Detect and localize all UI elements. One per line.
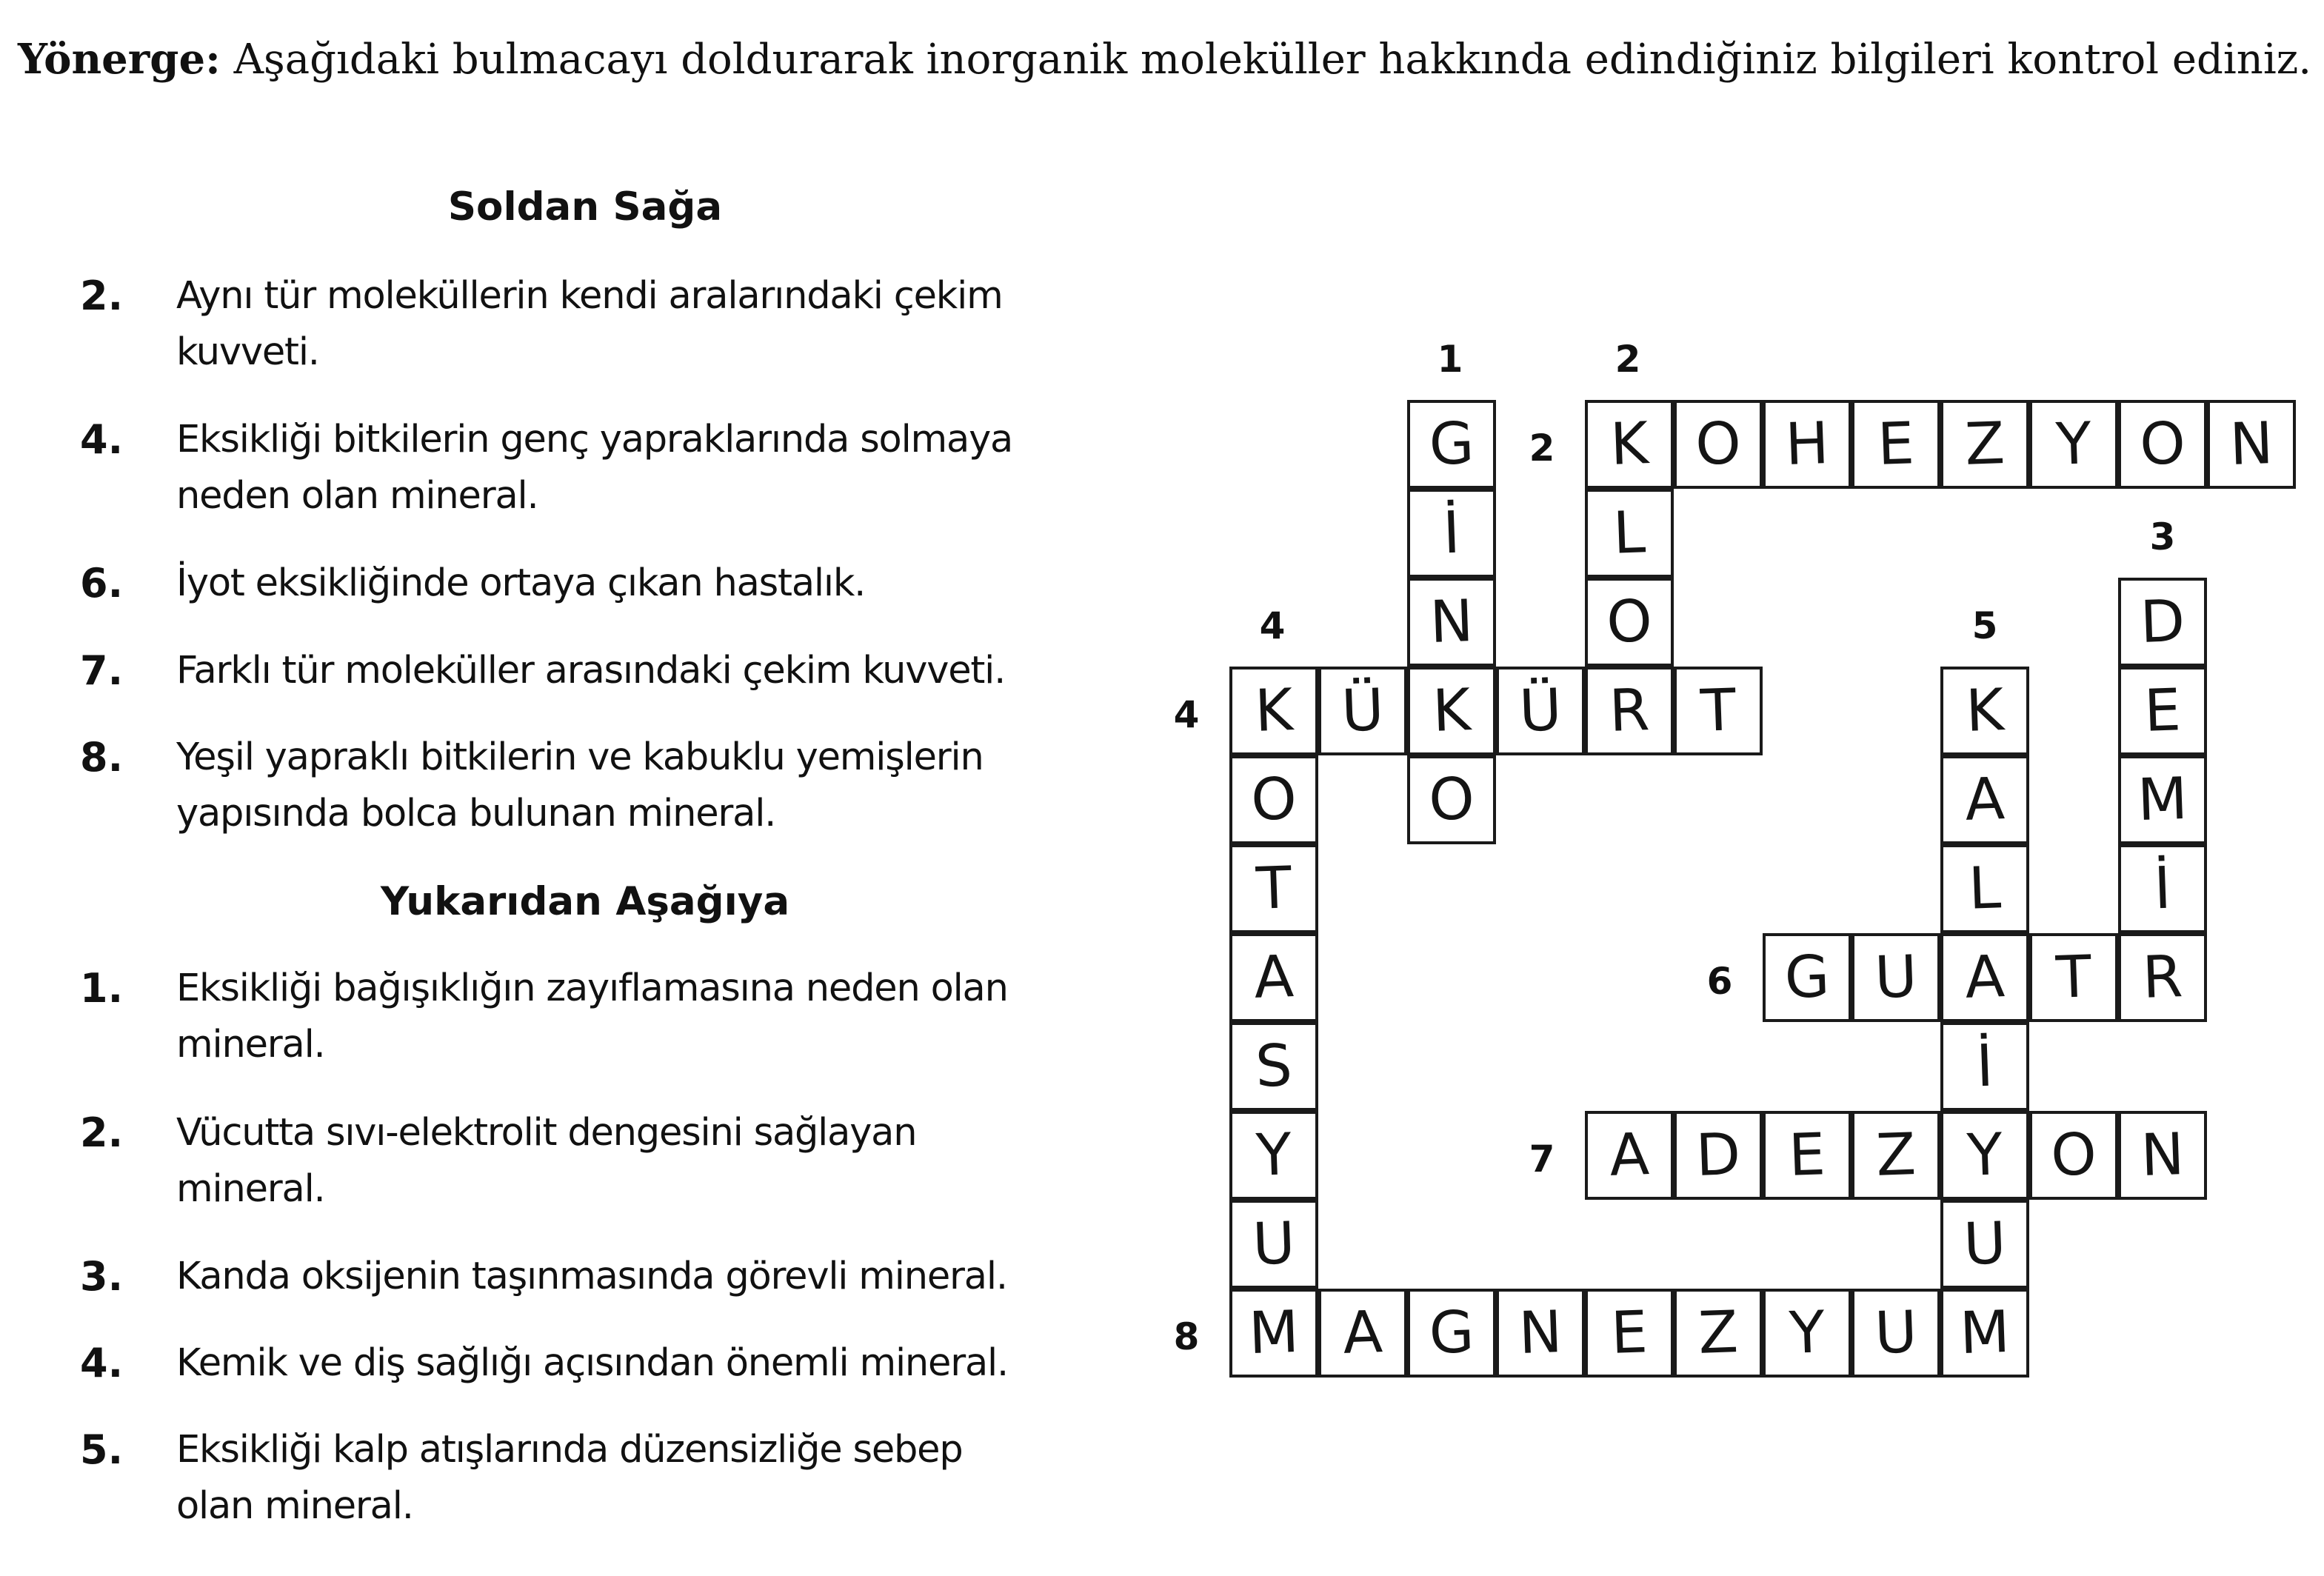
cell-letter: K <box>1431 677 1472 745</box>
grid-cell[interactable] <box>1763 1289 1851 1378</box>
cell-letter: Z <box>1874 1121 1917 1189</box>
clue-text: İyot eksikliğinde ortaya çıkan hastalık. <box>176 561 866 605</box>
cell-letter: O <box>1694 410 1743 479</box>
grid-cell[interactable] <box>1940 1111 2029 1200</box>
clue-text: Kemik ve diş sağlığı açısından önemli mineral. <box>176 1341 1009 1385</box>
clue-number: 2. <box>80 1109 124 1156</box>
grid-cell[interactable] <box>1851 1111 1940 1200</box>
grid-cell[interactable] <box>1407 578 1496 667</box>
cell-letter: Y <box>2054 410 2093 478</box>
grid-cell[interactable] <box>1940 755 2029 844</box>
cell-letter: U <box>1873 944 1919 1012</box>
clue-number: 6. <box>80 560 124 607</box>
grid-cell[interactable] <box>1763 1111 1851 1200</box>
cell-letter: A <box>1963 766 2006 834</box>
grid-cell[interactable] <box>1585 1111 1674 1200</box>
grid-cell[interactable] <box>1407 489 1496 578</box>
grid-label-4-across: 4 <box>1173 693 1200 736</box>
cell-letter: M <box>1958 1298 2011 1368</box>
grid-label-2-down: 2 <box>1615 338 1641 381</box>
clue-number: 8. <box>80 734 124 781</box>
grid-cell[interactable] <box>1851 400 1940 489</box>
cell-letter: G <box>1783 943 1831 1012</box>
clue-text: Aynı tür moleküllerin kendi aralarındaki çekim kuvveti. <box>176 274 1003 374</box>
grid-cell[interactable] <box>2118 933 2207 1022</box>
cell-letter: K <box>1253 677 1295 745</box>
grid-cell[interactable] <box>1229 1200 1318 1289</box>
grid-cell[interactable] <box>1940 400 2029 489</box>
cell-letter: E <box>1876 410 1916 478</box>
grid-cell[interactable] <box>2029 933 2118 1022</box>
clue-number: 3. <box>80 1253 124 1300</box>
clue-number: 1. <box>80 965 124 1012</box>
grid-cell[interactable] <box>2118 844 2207 933</box>
grid-cell[interactable] <box>1674 400 1763 489</box>
cell-letter: T <box>1255 855 1293 923</box>
clue-text: Kanda oksijenin taşınmasında görevli mineral. <box>176 1255 1007 1298</box>
cell-letter: U <box>1962 1210 2008 1278</box>
grid-cell[interactable] <box>1496 667 1585 755</box>
clue-text: Eksikliği kalp atışlarında düzensizliğe sebep olan mineral. <box>176 1428 963 1528</box>
grid-cell[interactable] <box>1851 933 1940 1022</box>
grid-cell[interactable] <box>2118 755 2207 844</box>
cell-letter: Ü <box>1340 677 1386 745</box>
grid-cell[interactable] <box>1940 1022 2029 1111</box>
clue-text: Yeşil yapraklı bitkilerin ve kabuklu yemişlerin yapısında bolca bulunan mineral. <box>176 735 984 835</box>
cell-letter: U <box>1251 1210 1297 1278</box>
grid-label-8: 8 <box>1173 1315 1200 1358</box>
grid-cell[interactable] <box>1940 667 2029 755</box>
grid-cell[interactable] <box>1229 667 1318 755</box>
cell-letter: N <box>1517 1299 1563 1367</box>
grid-cell[interactable] <box>1674 667 1763 755</box>
cell-letter: A <box>1963 944 2006 1012</box>
grid-cell[interactable] <box>1229 1289 1318 1378</box>
cell-letter: T <box>1699 677 1737 745</box>
grid-cell[interactable] <box>2207 400 2296 489</box>
grid-cell[interactable] <box>1229 755 1318 844</box>
cell-letter: L <box>1967 855 2003 923</box>
clue-text: Farklı tür moleküller arasındaki çekim kuvveti. <box>176 649 1006 692</box>
grid-cell[interactable] <box>1407 667 1496 755</box>
grid-cell[interactable] <box>1585 400 1674 489</box>
grid-cell[interactable] <box>1763 933 1851 1022</box>
grid-cell[interactable] <box>1318 667 1407 755</box>
cell-letter: S <box>1254 1032 1294 1101</box>
grid-label-1: 1 <box>1437 338 1463 381</box>
cell-letter: O <box>2049 1121 2098 1190</box>
cell-letter: N <box>2228 410 2274 478</box>
cell-letter: T <box>2054 944 2093 1012</box>
cell-letter: O <box>2138 410 2187 479</box>
grid-cell[interactable] <box>1407 1289 1496 1378</box>
grid-cell[interactable] <box>2118 1111 2207 1200</box>
grid-cell[interactable] <box>1229 1111 1318 1200</box>
grid-cell[interactable] <box>1585 667 1674 755</box>
grid-cell[interactable] <box>1851 1289 1940 1378</box>
cell-letter: O <box>1605 587 1654 657</box>
grid-cell[interactable] <box>1585 578 1674 667</box>
cell-letter: K <box>1964 677 2006 745</box>
grid-cell[interactable] <box>1674 1111 1763 1200</box>
cell-letter: K <box>1609 410 1650 478</box>
cell-letter: U <box>1873 1299 1919 1367</box>
cell-letter: A <box>1341 1299 1384 1367</box>
clue-text: Vücutta sıvı-elektrolit dengesini sağlayan mineral. <box>176 1111 917 1211</box>
grid-label-7: 7 <box>1529 1138 1555 1181</box>
clue-number: 5. <box>80 1426 124 1473</box>
grid-cell[interactable] <box>1585 489 1674 578</box>
instruction-text: Aşağıdaki bulmacayı doldurarak inorganik moleküller hakkında edindiğiniz bilgileri kontrol ediniz. <box>233 36 2312 84</box>
grid-cell[interactable] <box>1496 1289 1585 1378</box>
across-heading: Soldan Sağa <box>447 184 723 230</box>
clue-number: 4. <box>80 416 124 463</box>
down-heading: Yukarıdan Aşağıya <box>380 879 790 924</box>
grid-cell[interactable] <box>1407 755 1496 844</box>
grid-cell[interactable] <box>1229 844 1318 933</box>
grid-cell[interactable] <box>1229 933 1318 1022</box>
grid-cell[interactable] <box>1585 1289 1674 1378</box>
grid-cell[interactable] <box>1940 933 2029 1022</box>
cell-letter: Z <box>1697 1299 1740 1367</box>
grid-cell[interactable] <box>2029 1111 2118 1200</box>
grid-label-5: 5 <box>1971 604 1998 647</box>
cell-letter: L <box>1612 499 1647 567</box>
grid-cell[interactable] <box>1940 1289 2029 1378</box>
cell-letter: H <box>1784 410 1830 478</box>
cell-letter: R <box>2141 944 2184 1012</box>
grid-label-2-across: 2 <box>1529 427 1555 470</box>
clue-number: 2. <box>80 273 124 319</box>
cell-letter: Y <box>1255 1121 1293 1189</box>
cell-letter: Y <box>1966 1121 2004 1189</box>
clue-number: 4. <box>80 1340 124 1386</box>
cell-letter: Y <box>1788 1299 1826 1367</box>
cell-letter: G <box>1428 410 1475 479</box>
grid-cell[interactable] <box>1940 1200 2029 1289</box>
cell-letter: Z <box>1963 410 2006 478</box>
grid-label-6: 6 <box>1706 960 1733 1003</box>
grid-cell[interactable] <box>1763 400 1851 489</box>
grid-label-3: 3 <box>2149 515 2176 558</box>
cell-letter: İ <box>1441 499 1462 567</box>
cell-letter: O <box>1249 765 1298 835</box>
instruction-label: Yönerge: <box>18 35 221 84</box>
clue-number: 7. <box>80 647 124 694</box>
cell-letter: A <box>1608 1121 1651 1189</box>
grid-cell[interactable] <box>1674 1289 1763 1378</box>
cell-letter: İ <box>1974 1032 1995 1101</box>
cell-letter: E <box>2143 677 2183 745</box>
clue-text: Eksikliği bağışıklığın zayıflamasına neden olan mineral. <box>176 966 1008 1066</box>
grid-cell[interactable] <box>1229 1022 1318 1111</box>
grid-cell[interactable] <box>1940 844 2029 933</box>
cell-letter: Ü <box>1517 677 1563 745</box>
grid-label-4-down: 4 <box>1259 604 1286 647</box>
grid-cell[interactable] <box>1407 400 1496 489</box>
clue-text: Eksikliği bitkilerin genç yapraklarında solmaya neden olan mineral. <box>176 418 1013 518</box>
cell-letter: E <box>1787 1121 1827 1189</box>
cell-letter: R <box>1608 677 1651 745</box>
cell-letter: D <box>1694 1121 1742 1190</box>
grid-cell[interactable] <box>1318 1289 1407 1378</box>
cell-letter: E <box>1609 1299 1649 1367</box>
grid-cell[interactable] <box>2118 578 2207 667</box>
cell-letter: O <box>1427 765 1476 835</box>
grid-cell[interactable] <box>2118 400 2207 489</box>
grid-cell[interactable] <box>2118 667 2207 755</box>
cell-letter: A <box>1252 944 1295 1012</box>
cell-letter: D <box>2139 587 2186 657</box>
cell-letter: N <box>2140 1121 2186 1189</box>
grid-cell[interactable] <box>2029 400 2118 489</box>
cell-letter: N <box>1429 588 1475 656</box>
cell-letter: M <box>2136 765 2189 835</box>
cell-letter: M <box>1247 1298 1300 1368</box>
cell-letter: İ <box>2152 855 2173 923</box>
cell-letter: G <box>1428 1298 1475 1368</box>
